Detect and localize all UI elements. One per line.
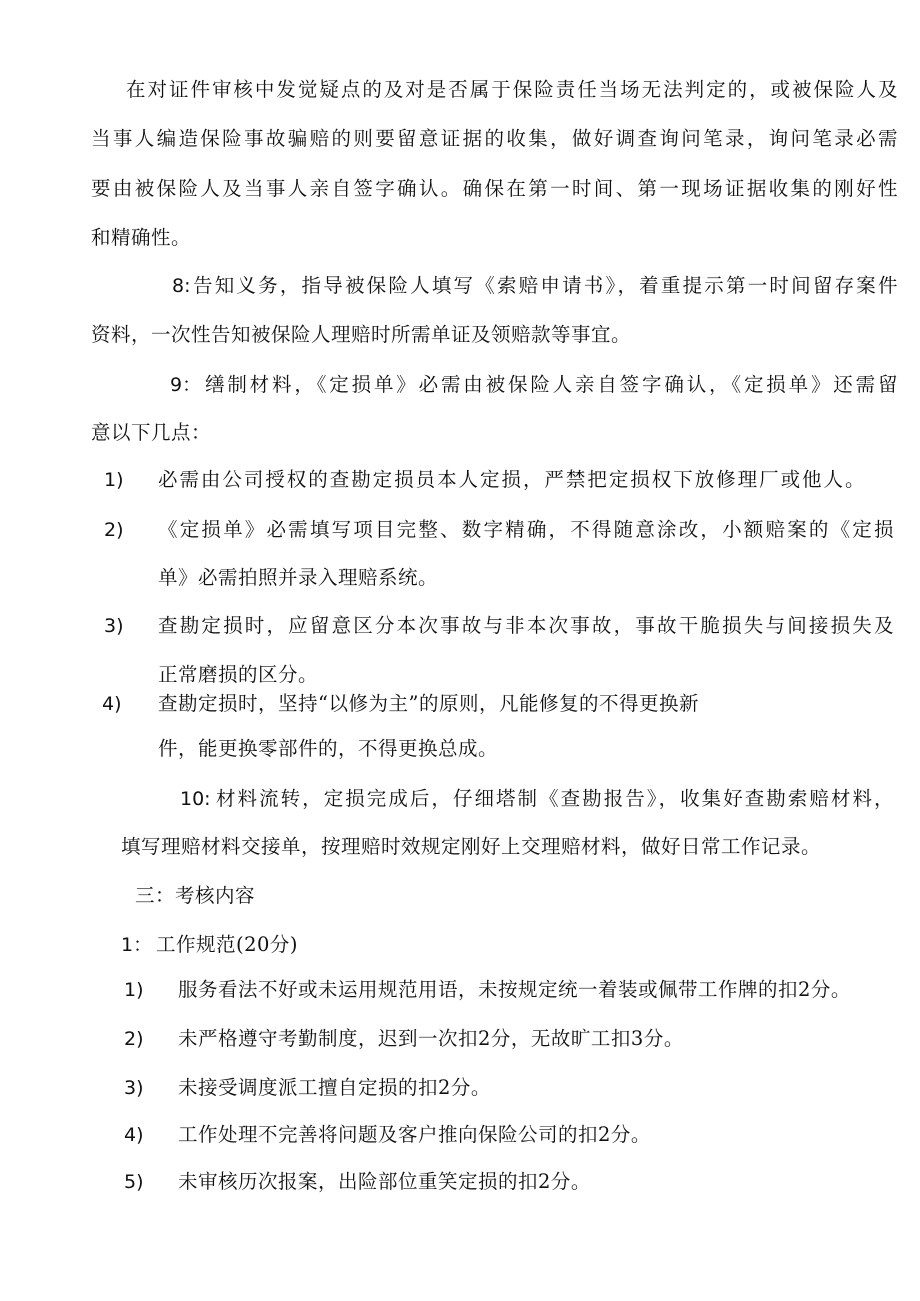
item-8-line-1: 告知义务，指导被保险人填写《索赔申请书》，着重提示第一时间留存案件 [193,274,898,297]
sub-item-1-line-1: 必需由公司授权的查勘定损员本人定损，严禁把定损权下放修理厂或他人。 [158,468,865,491]
sub-item-4-number: 4) [102,693,122,715]
item-9-line-2: 意以下几点： [91,421,212,444]
rule-3-number: 3) [124,1077,144,1099]
section-3-heading: 三：考核内容 [135,884,256,907]
paragraph-1-line-3: 要由被保险人及当事人亲自签字确认。确保在第一时间、第一现场证据收集的刚好性 [91,177,898,200]
rule-2-text: 未严格遵守考勤制度，迟到一次扣2分，无故旷工扣3分。 [178,1027,684,1050]
rule-1-text: 服务看法不好或未运用规范用语，未按规定统一着装或佩带工作牌的扣2分。 [178,978,851,1001]
sub-item-2-line-2: 单》必需拍照并录入理赔系统。 [158,566,439,589]
subsection-1-number: 1： [121,934,153,956]
rule-4-number: 4) [124,1124,144,1146]
rule-4-text: 工作处理不完善将问题及客户推向保险公司的扣2分。 [178,1123,651,1146]
sub-item-2-line-1: 《定损单》必需填写项目完整、数字精确，不得随意涂改，小额赔案的《定损 [158,518,894,541]
subsection-1-title: 工作规范(20分) [156,933,299,956]
rule-2-number: 2) [124,1028,144,1050]
rule-5-number: 5) [124,1171,144,1193]
sub-item-3-line-2: 正常磨损的区分。 [158,663,319,686]
sub-item-1-number: 1) [104,469,124,491]
item-10-line-1: 材料流转，定损完成后，仔细塔制《查勘报告》，收集好查勘索赔材料， [216,787,894,810]
item-9-line-1: 缮制材料，《定损单》必需由被保险人亲自签字确认，《定损单》还需留 [205,373,898,396]
sub-item-2-number: 2) [104,519,124,541]
rule-5-text: 未审核历次报案，出险部位重笑定损的扣2分。 [178,1170,591,1193]
sub-item-3-number: 3) [104,615,124,637]
item-9-number: 9： [170,374,202,396]
sub-item-3-line-1: 查勘定损时，应留意区分本次事故与非本次事故，事故干脆损失与间接损失及 [158,614,894,637]
sub-item-4-line-1: 查勘定损时，坚持“以修为主”的原则，凡能修复的不得更换新 [158,692,699,715]
item-10-number: 10: [180,788,211,810]
sub-item-4-line-2: 件，能更换零部件的，不得更换总成。 [158,737,499,760]
item-8-number: 8: [172,275,191,297]
paragraph-1-line-1: 在对证件审核中发觉疑点的及对是否属于保险责任当场无法判定的，或被保险人及 [126,78,898,101]
rule-1-number: 1) [124,979,144,1001]
item-10-line-2: 填写理赔材料交接单，按理赔时效规定刚好上交理赔材料，做好日常工作记录。 [121,835,822,858]
rule-3-text: 未接受调度派工擅自定损的扣2分。 [178,1076,491,1099]
paragraph-1-line-4: 和精确性。 [91,226,192,249]
item-8-line-2: 资料，一次性告知被保险人理赔时所需单证及领赔款等事宜。 [91,323,632,346]
paragraph-1-line-2: 当事人编造保险事故骗赔的则要留意证据的收集，做好调查询问笔录，询问笔录必需 [91,127,898,150]
